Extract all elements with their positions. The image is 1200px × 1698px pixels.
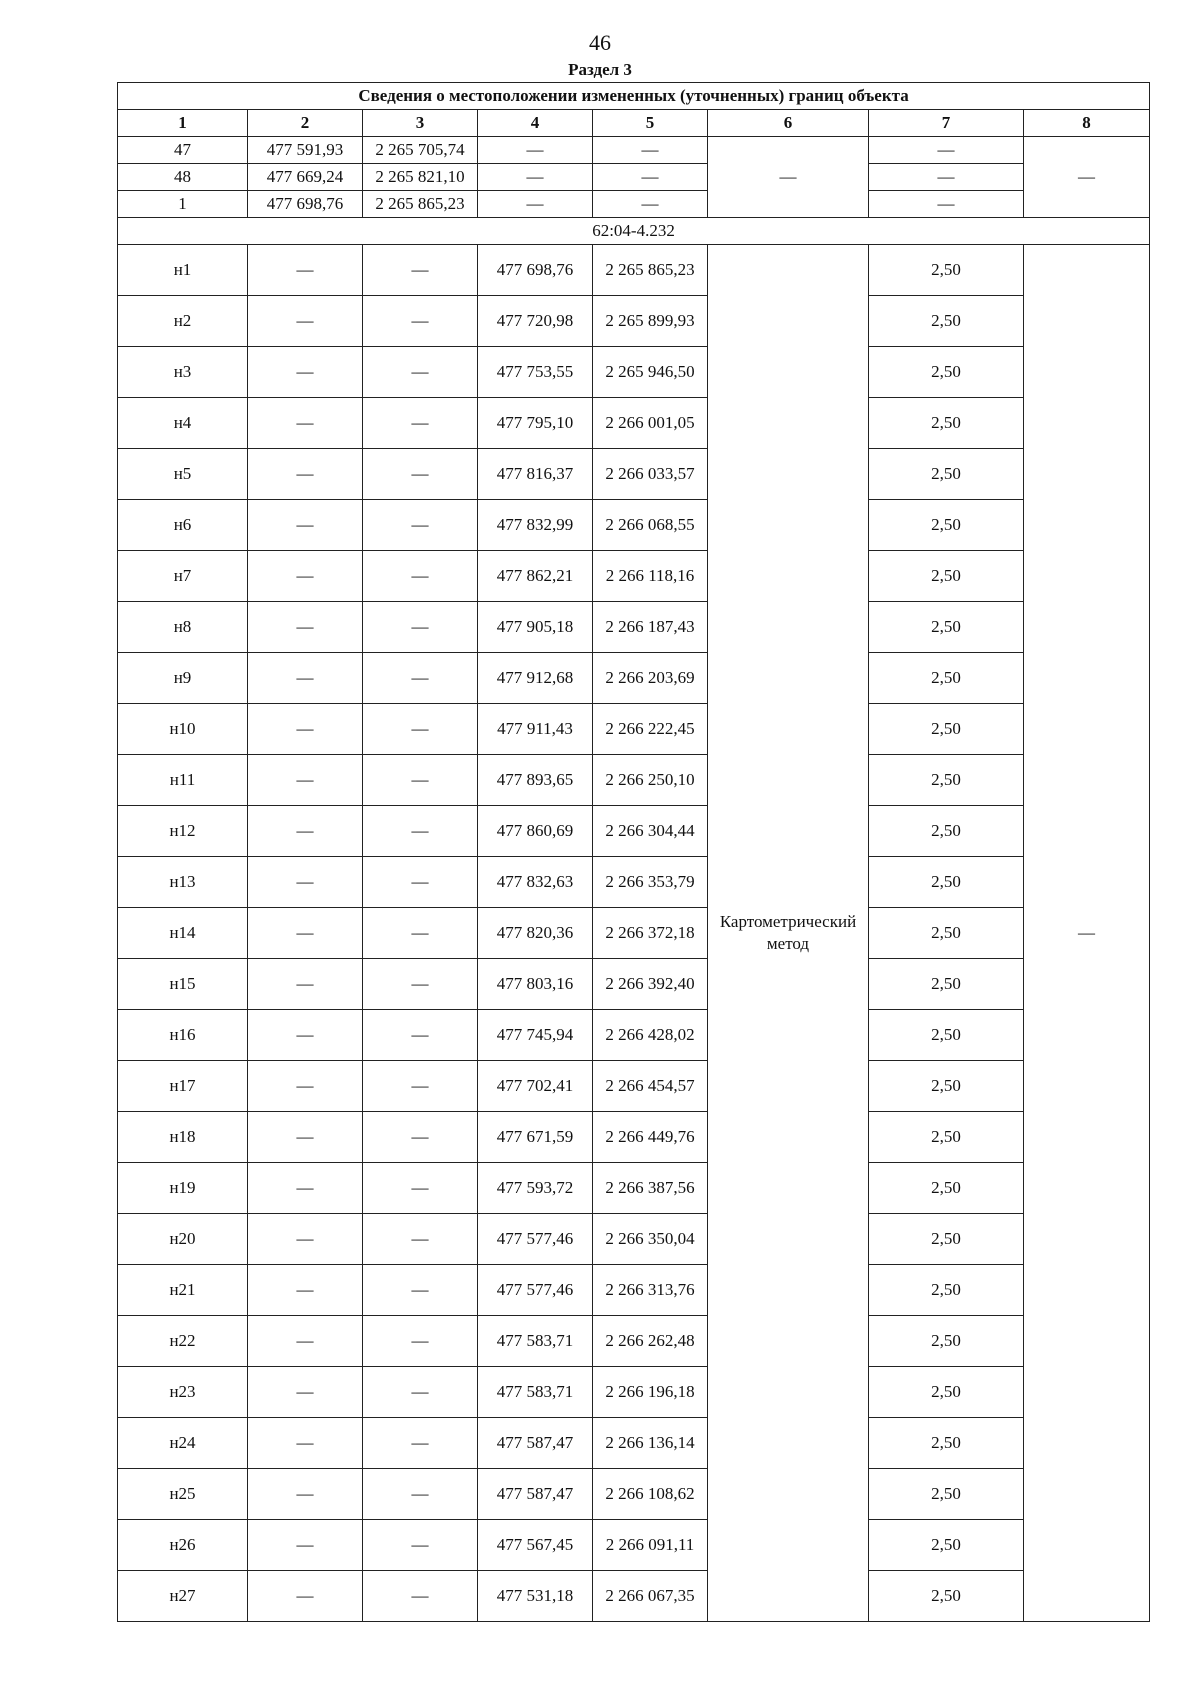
- table-row: [118, 602, 1150, 653]
- x-new-cell: 477 583,71: [478, 1367, 593, 1418]
- point-cell: 1: [118, 191, 248, 218]
- x-new-cell: 477 862,21: [478, 551, 593, 602]
- table-row: [118, 1571, 1150, 1622]
- precision-cell: 2,50: [869, 959, 1024, 1010]
- y-old-cell: —: [363, 1010, 478, 1061]
- point-cell: н25: [118, 1469, 248, 1520]
- y-old-cell: —: [363, 500, 478, 551]
- x-old-cell: —: [248, 908, 363, 959]
- y-new-cell: 2 266 001,05: [593, 398, 708, 449]
- section-title: Раздел 3: [568, 60, 632, 79]
- y-new-cell: 2 266 372,18: [593, 908, 708, 959]
- x-new-cell: 477 905,18: [478, 602, 593, 653]
- y-new-cell: 2 266 350,04: [593, 1214, 708, 1265]
- x-new-cell: 477 698,76: [478, 245, 593, 296]
- table-row: [118, 551, 1150, 602]
- y-new-cell: 2 266 196,18: [593, 1367, 708, 1418]
- column-header-row: [118, 110, 1150, 137]
- point-cell: н18: [118, 1112, 248, 1163]
- y-old-cell: —: [363, 806, 478, 857]
- precision-cell: 2,50: [869, 755, 1024, 806]
- y-new-cell: —: [593, 191, 708, 218]
- table-row: [118, 500, 1150, 551]
- table-row: [118, 296, 1150, 347]
- x-old-cell: —: [248, 1520, 363, 1571]
- y-old-cell: —: [363, 1061, 478, 1112]
- cadastral-number-row: [118, 218, 1150, 245]
- table-row: [118, 164, 1150, 191]
- precision-cell: 2,50: [869, 296, 1024, 347]
- point-cell: н19: [118, 1163, 248, 1214]
- table-row: [118, 1163, 1150, 1214]
- precision-cell: 2,50: [869, 1469, 1024, 1520]
- point-cell: н2: [118, 296, 248, 347]
- y-new-cell: 2 266 428,02: [593, 1010, 708, 1061]
- y-new-cell: 2 265 946,50: [593, 347, 708, 398]
- precision-cell: —: [869, 137, 1024, 164]
- x-old-cell: —: [248, 1265, 363, 1316]
- x-new-cell: 477 720,98: [478, 296, 593, 347]
- point-cell: н20: [118, 1214, 248, 1265]
- y-new-cell: 2 266 118,16: [593, 551, 708, 602]
- point-cell: н12: [118, 806, 248, 857]
- y-new-cell: —: [593, 164, 708, 191]
- y-old-cell: —: [363, 704, 478, 755]
- table-body: [118, 83, 1150, 1622]
- col8-cell: —: [1024, 245, 1150, 1622]
- x-old-cell: —: [248, 1418, 363, 1469]
- x-old-cell: —: [248, 959, 363, 1010]
- y-new-cell: 2 266 250,10: [593, 755, 708, 806]
- x-new-cell: 477 893,65: [478, 755, 593, 806]
- y-old-cell: —: [363, 1112, 478, 1163]
- y-new-cell: 2 266 262,48: [593, 1316, 708, 1367]
- table-row: [118, 1214, 1150, 1265]
- x-old-cell: —: [248, 806, 363, 857]
- x-old-cell: —: [248, 1112, 363, 1163]
- table-row: [118, 191, 1150, 218]
- precision-cell: 2,50: [869, 449, 1024, 500]
- x-new-cell: —: [478, 164, 593, 191]
- table-caption: Сведения о местоположении измененных (уточненных) границ объекта: [118, 83, 1150, 110]
- y-old-cell: —: [363, 1316, 478, 1367]
- point-cell: н8: [118, 602, 248, 653]
- point-cell: н6: [118, 500, 248, 551]
- point-cell: н1: [118, 245, 248, 296]
- x-new-cell: 477 912,68: [478, 653, 593, 704]
- table-row: [118, 1061, 1150, 1112]
- point-cell: н9: [118, 653, 248, 704]
- x-new-cell: 477 587,47: [478, 1469, 593, 1520]
- y-new-cell: 2 266 091,11: [593, 1520, 708, 1571]
- x-new-cell: 477 577,46: [478, 1265, 593, 1316]
- y-new-cell: 2 266 454,57: [593, 1061, 708, 1112]
- method-cell: Картометрический метод: [708, 245, 869, 1622]
- x-old-cell: —: [248, 245, 363, 296]
- point-cell: н11: [118, 755, 248, 806]
- y-old-cell: —: [363, 1163, 478, 1214]
- table-row: [118, 1265, 1150, 1316]
- x-new-cell: 477 816,37: [478, 449, 593, 500]
- x-new-cell: 477 911,43: [478, 704, 593, 755]
- x-new-cell: 477 832,99: [478, 500, 593, 551]
- method-cell: —: [708, 137, 869, 218]
- x-old-cell: —: [248, 1469, 363, 1520]
- y-new-cell: 2 266 068,55: [593, 500, 708, 551]
- precision-cell: 2,50: [869, 1163, 1024, 1214]
- x-new-cell: 477 593,72: [478, 1163, 593, 1214]
- table-row: [118, 1316, 1150, 1367]
- table-row: [118, 1367, 1150, 1418]
- table-row: [118, 704, 1150, 755]
- table-row: [118, 1520, 1150, 1571]
- x-new-cell: 477 820,36: [478, 908, 593, 959]
- x-old-cell: —: [248, 755, 363, 806]
- precision-cell: 2,50: [869, 602, 1024, 653]
- point-cell: н15: [118, 959, 248, 1010]
- precision-cell: 2,50: [869, 857, 1024, 908]
- y-old-cell: 2 265 865,23: [363, 191, 478, 218]
- y-new-cell: 2 266 392,40: [593, 959, 708, 1010]
- x-new-cell: —: [478, 137, 593, 164]
- precision-cell: 2,50: [869, 1520, 1024, 1571]
- precision-cell: 2,50: [869, 347, 1024, 398]
- y-old-cell: —: [363, 1265, 478, 1316]
- y-old-cell: —: [363, 1214, 478, 1265]
- table-row: [118, 137, 1150, 164]
- cadastral-number: 62:04-4.232: [118, 218, 1150, 245]
- point-cell: н27: [118, 1571, 248, 1622]
- precision-cell: 2,50: [869, 1265, 1024, 1316]
- precision-cell: 2,50: [869, 1010, 1024, 1061]
- y-old-cell: —: [363, 755, 478, 806]
- column-header-8: 8: [1024, 110, 1150, 137]
- y-old-cell: —: [363, 449, 478, 500]
- page-number: 46: [589, 30, 611, 55]
- precision-cell: 2,50: [869, 245, 1024, 296]
- precision-cell: 2,50: [869, 1061, 1024, 1112]
- y-new-cell: 2 266 222,45: [593, 704, 708, 755]
- point-cell: н22: [118, 1316, 248, 1367]
- point-cell: н5: [118, 449, 248, 500]
- y-old-cell: —: [363, 296, 478, 347]
- x-old-cell: —: [248, 857, 363, 908]
- col8-cell: —: [1024, 137, 1150, 218]
- x-old-cell: —: [248, 1571, 363, 1622]
- table-caption-row: [118, 83, 1150, 110]
- y-new-cell: 2 266 203,69: [593, 653, 708, 704]
- point-cell: н26: [118, 1520, 248, 1571]
- point-cell: н16: [118, 1010, 248, 1061]
- x-old-cell: —: [248, 449, 363, 500]
- x-old-cell: —: [248, 653, 363, 704]
- precision-cell: —: [869, 164, 1024, 191]
- x-new-cell: 477 745,94: [478, 1010, 593, 1061]
- precision-cell: 2,50: [869, 1571, 1024, 1622]
- y-new-cell: 2 266 449,76: [593, 1112, 708, 1163]
- point-cell: н10: [118, 704, 248, 755]
- point-cell: н21: [118, 1265, 248, 1316]
- y-old-cell: —: [363, 602, 478, 653]
- y-new-cell: 2 265 865,23: [593, 245, 708, 296]
- point-cell: н17: [118, 1061, 248, 1112]
- y-new-cell: 2 266 033,57: [593, 449, 708, 500]
- y-new-cell: 2 265 899,93: [593, 296, 708, 347]
- point-cell: 47: [118, 137, 248, 164]
- point-cell: 48: [118, 164, 248, 191]
- column-header-6: 6: [708, 110, 869, 137]
- precision-cell: 2,50: [869, 908, 1024, 959]
- y-old-cell: —: [363, 398, 478, 449]
- x-old-cell: —: [248, 1367, 363, 1418]
- x-old-cell: 477 669,24: [248, 164, 363, 191]
- x-new-cell: 477 795,10: [478, 398, 593, 449]
- table-row: [118, 806, 1150, 857]
- point-cell: н3: [118, 347, 248, 398]
- x-new-cell: —: [478, 191, 593, 218]
- x-new-cell: 477 531,18: [478, 1571, 593, 1622]
- y-new-cell: 2 266 108,62: [593, 1469, 708, 1520]
- y-old-cell: —: [363, 857, 478, 908]
- x-old-cell: —: [248, 398, 363, 449]
- precision-cell: 2,50: [869, 704, 1024, 755]
- y-old-cell: 2 265 705,74: [363, 137, 478, 164]
- table-row: [118, 857, 1150, 908]
- y-new-cell: 2 266 313,76: [593, 1265, 708, 1316]
- y-old-cell: —: [363, 347, 478, 398]
- table-row: [118, 245, 1150, 296]
- x-old-cell: —: [248, 1163, 363, 1214]
- y-old-cell: —: [363, 1520, 478, 1571]
- point-cell: н24: [118, 1418, 248, 1469]
- point-cell: н13: [118, 857, 248, 908]
- x-new-cell: 477 671,59: [478, 1112, 593, 1163]
- x-new-cell: 477 860,69: [478, 806, 593, 857]
- x-old-cell: —: [248, 704, 363, 755]
- column-header-1: 1: [118, 110, 248, 137]
- x-old-cell: —: [248, 296, 363, 347]
- table-row: [118, 908, 1150, 959]
- y-new-cell: 2 266 136,14: [593, 1418, 708, 1469]
- table-row: [118, 1010, 1150, 1061]
- table-row: [118, 398, 1150, 449]
- y-old-cell: —: [363, 551, 478, 602]
- y-old-cell: —: [363, 959, 478, 1010]
- table-row: [118, 1469, 1150, 1520]
- y-old-cell: —: [363, 245, 478, 296]
- precision-cell: 2,50: [869, 1112, 1024, 1163]
- table-row: [118, 1112, 1150, 1163]
- x-old-cell: —: [248, 551, 363, 602]
- column-header-2: 2: [248, 110, 363, 137]
- y-old-cell: —: [363, 653, 478, 704]
- x-old-cell: —: [248, 347, 363, 398]
- y-new-cell: —: [593, 137, 708, 164]
- x-old-cell: —: [248, 1214, 363, 1265]
- x-new-cell: 477 702,41: [478, 1061, 593, 1112]
- x-new-cell: 477 832,63: [478, 857, 593, 908]
- precision-cell: 2,50: [869, 653, 1024, 704]
- precision-cell: 2,50: [869, 1418, 1024, 1469]
- point-cell: н7: [118, 551, 248, 602]
- boundary-table: [117, 82, 1150, 1622]
- y-new-cell: 2 266 387,56: [593, 1163, 708, 1214]
- column-header-5: 5: [593, 110, 708, 137]
- precision-cell: 2,50: [869, 1367, 1024, 1418]
- precision-cell: 2,50: [869, 1214, 1024, 1265]
- y-new-cell: 2 266 304,44: [593, 806, 708, 857]
- y-old-cell: —: [363, 1418, 478, 1469]
- x-old-cell: —: [248, 602, 363, 653]
- x-new-cell: 477 587,47: [478, 1418, 593, 1469]
- precision-cell: 2,50: [869, 500, 1024, 551]
- x-new-cell: 477 753,55: [478, 347, 593, 398]
- point-cell: н23: [118, 1367, 248, 1418]
- y-old-cell: —: [363, 1367, 478, 1418]
- x-old-cell: —: [248, 1316, 363, 1367]
- x-old-cell: —: [248, 1010, 363, 1061]
- x-old-cell: —: [248, 500, 363, 551]
- y-new-cell: 2 266 353,79: [593, 857, 708, 908]
- x-old-cell: 477 591,93: [248, 137, 363, 164]
- x-new-cell: 477 567,45: [478, 1520, 593, 1571]
- y-new-cell: 2 266 067,35: [593, 1571, 708, 1622]
- precision-cell: —: [869, 191, 1024, 218]
- column-header-4: 4: [478, 110, 593, 137]
- column-header-7: 7: [869, 110, 1024, 137]
- x-new-cell: 477 583,71: [478, 1316, 593, 1367]
- y-old-cell: —: [363, 1571, 478, 1622]
- table-row: [118, 1418, 1150, 1469]
- table-row: [118, 653, 1150, 704]
- table-row: [118, 959, 1150, 1010]
- table-row: [118, 449, 1150, 500]
- precision-cell: 2,50: [869, 806, 1024, 857]
- y-old-cell: —: [363, 1469, 478, 1520]
- precision-cell: 2,50: [869, 398, 1024, 449]
- x-old-cell: 477 698,76: [248, 191, 363, 218]
- y-new-cell: 2 266 187,43: [593, 602, 708, 653]
- point-cell: н4: [118, 398, 248, 449]
- y-old-cell: 2 265 821,10: [363, 164, 478, 191]
- table-row: [118, 347, 1150, 398]
- x-old-cell: —: [248, 1061, 363, 1112]
- point-cell: н14: [118, 908, 248, 959]
- table-row: [118, 755, 1150, 806]
- column-header-3: 3: [363, 110, 478, 137]
- x-new-cell: 477 803,16: [478, 959, 593, 1010]
- y-old-cell: —: [363, 908, 478, 959]
- precision-cell: 2,50: [869, 1316, 1024, 1367]
- precision-cell: 2,50: [869, 551, 1024, 602]
- x-new-cell: 477 577,46: [478, 1214, 593, 1265]
